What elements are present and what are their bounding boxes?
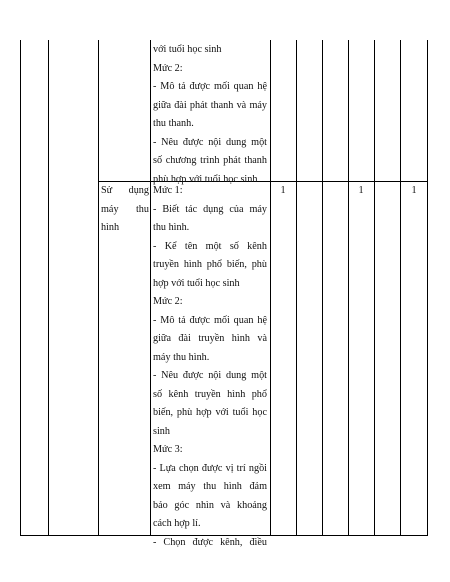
content-line: phù hợp với tuổi học sinh [153, 173, 258, 185]
content-line: giữa đài truyền hình và [153, 333, 267, 344]
column-border [270, 40, 271, 536]
content-line: thu hình. [153, 222, 190, 233]
topic-line: hình [101, 222, 120, 233]
content-line: cách hợp lí. [153, 518, 201, 529]
content-line: bảo góc nhìn và khoảng [153, 499, 267, 511]
column-border [322, 40, 323, 536]
column-border [20, 40, 21, 536]
curriculum-table [20, 40, 428, 548]
content-line: - Biết tác dụng của máy [153, 203, 267, 215]
content-line: Mức 3: [153, 444, 183, 455]
content-cell [153, 182, 267, 552]
content-line: với tuổi học sinh [153, 44, 222, 55]
content-line: giữa đài phát thanh và máy [153, 99, 267, 111]
column-border [374, 40, 375, 536]
content-line: số kênh truyền hình phổ [153, 388, 267, 400]
column-border [296, 40, 297, 536]
count-cell: 1 [411, 185, 417, 196]
content-line: sinh [153, 425, 170, 437]
content-line: Mức 2: [153, 296, 183, 307]
content-line: truyền hình phổ biến, phù [153, 259, 267, 270]
content-line: - Nêu được nội dung một [153, 370, 267, 381]
topic-cell [101, 182, 149, 238]
count-cell: 1 [280, 185, 286, 196]
content-line: xem máy thu hình đảm [153, 481, 267, 492]
content-line: - Lựa chọn được vị trí ngồi [153, 462, 267, 474]
content-line: Mức 1: [153, 185, 183, 196]
content-line: Mức 2: [153, 62, 183, 74]
content-line: thu thanh. [153, 118, 194, 129]
content-line: - Mô tả được mối quan hệ [153, 314, 267, 326]
column-border [98, 40, 99, 536]
content-line: - Nêu được nội dung một [153, 136, 267, 148]
column-border [400, 40, 401, 536]
count-cell: 1 [358, 185, 364, 196]
content-line: - Kể tên một số kênh [153, 240, 267, 252]
column-border [348, 40, 349, 536]
column-border [48, 40, 49, 536]
content-line: - Chọn được kênh, điều [153, 536, 267, 548]
topic-line: Sử dụng [101, 185, 149, 196]
content-line: - Mô tả được mối quan hệ [153, 81, 267, 92]
topic-line: máy thu [101, 203, 149, 215]
content-line: số chương trình phát thanh [153, 155, 267, 166]
column-border [150, 40, 151, 536]
content-cell-continued [153, 41, 267, 189]
content-line: hợp với tuổi học sinh [153, 277, 240, 289]
content-line: biến, phù hợp với tuổi học [153, 407, 267, 418]
column-border [427, 40, 428, 536]
content-line: máy thu hình. [153, 351, 210, 363]
